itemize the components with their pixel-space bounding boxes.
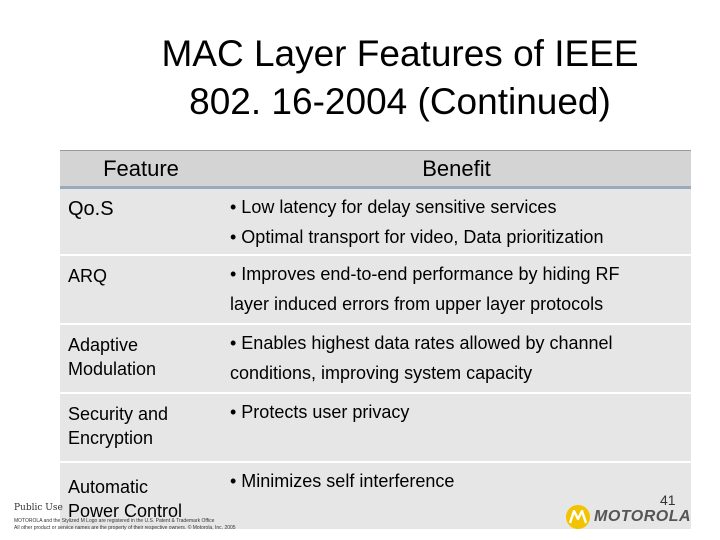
motorola-m-logo-icon <box>566 505 590 529</box>
legal-fine-print <box>14 518 236 532</box>
motorola-logo <box>566 505 691 529</box>
benefit-cell <box>222 393 691 462</box>
benefit-line: • Optimal transport for video, Data prioritization <box>230 227 604 247</box>
feature-label-line: Security and <box>68 404 169 424</box>
table-header-row <box>60 151 691 188</box>
feature-label-line: Adaptive <box>68 335 139 355</box>
fine-print-line: MOTOROLA and the Stylized M Logo are registered in the U.S. Patent & Trademark Office <box>14 518 215 524</box>
benefit-line: • Enables highest data rates allowed by channel <box>230 333 613 353</box>
page-number: 41 <box>660 492 676 508</box>
feature-cell <box>60 393 222 462</box>
slide-title <box>80 30 720 126</box>
benefit-line: conditions, improving system capacity <box>230 363 533 383</box>
benefit-cell <box>222 255 691 324</box>
feature-column-header: Feature <box>60 151 222 188</box>
table-row <box>60 324 691 393</box>
feature-cell <box>60 188 222 256</box>
classification-label: Public Use <box>14 503 63 513</box>
slide-title-line2: 802. 16-2004 (Continued) <box>189 81 611 122</box>
feature-label-line: Automatic <box>68 477 149 497</box>
features-table <box>60 150 691 531</box>
motorola-wordmark: MOTOROLA <box>594 508 692 525</box>
benefit-line: • Protects user privacy <box>230 402 410 422</box>
benefit-line: • Low latency for delay sensitive services <box>230 197 557 217</box>
feature-cell <box>60 255 222 324</box>
benefit-column-header: Benefit <box>222 151 691 188</box>
benefit-line: • Minimizes self interference <box>230 471 455 491</box>
slide-title-line1: MAC Layer Features of IEEE <box>161 33 639 74</box>
feature-label: Qo.S <box>68 198 114 220</box>
benefit-line: • Improves end-to-end performance by hiding RF <box>230 264 620 284</box>
table-row <box>60 188 691 256</box>
feature-label: ARQ <box>68 266 108 286</box>
feature-label-line: Power Control <box>68 501 183 521</box>
feature-label-line: Encryption <box>68 428 154 448</box>
fine-print-line: All other product or service names are the property of their respective owners. © Motorola, Inc. 2005 <box>14 525 236 531</box>
feature-cell <box>60 324 222 393</box>
benefit-cell <box>222 324 691 393</box>
feature-label-line: Modulation <box>68 359 157 379</box>
table-row <box>60 393 691 462</box>
benefit-cell <box>222 188 691 256</box>
table-row <box>60 255 691 324</box>
benefit-line: layer induced errors from upper layer protocols <box>230 294 604 314</box>
